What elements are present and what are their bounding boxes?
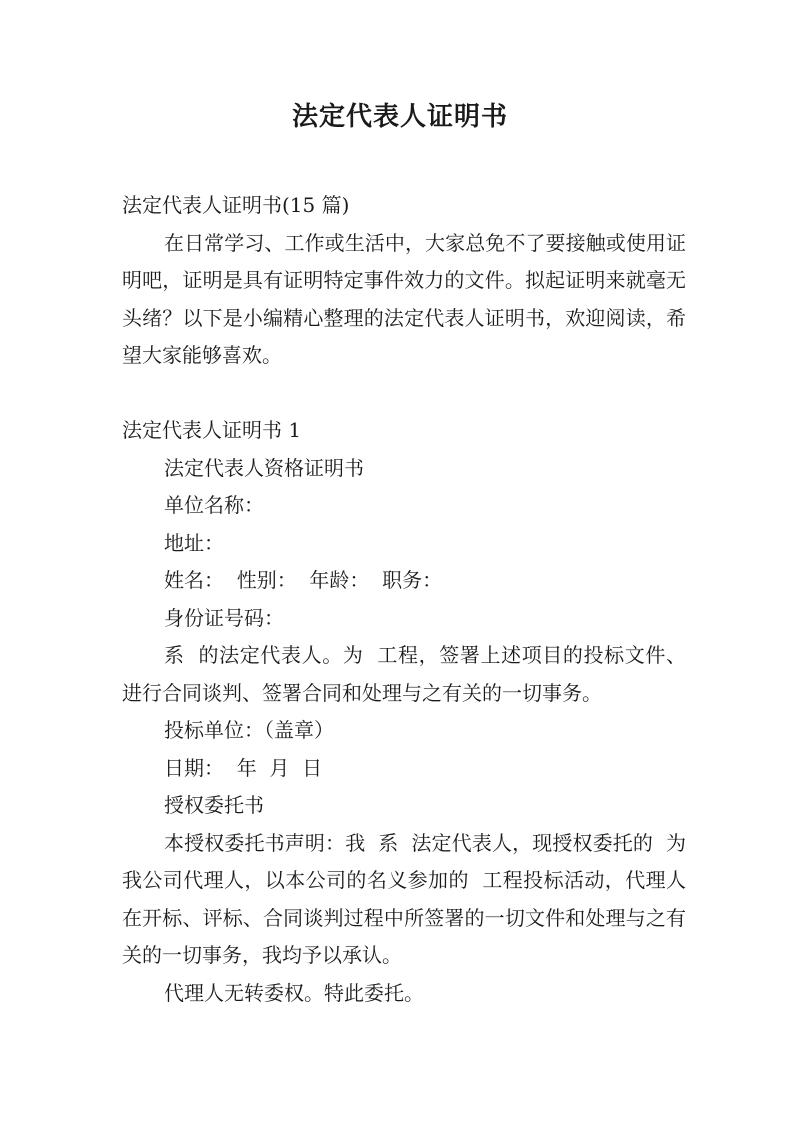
page-title: 法定代表人证明书 bbox=[291, 102, 508, 132]
date-field: 日期： 年 月 日 bbox=[164, 755, 323, 780]
section-heading: 法定代表人证明书 1 bbox=[122, 418, 302, 442]
paragraph-gap bbox=[122, 375, 686, 413]
personal-info-fields: 姓名： 性别： 年龄： 职务： bbox=[164, 568, 443, 592]
authorization-paragraph: 本授权委托书声明：我 系 法定代表人，现授权委托的 为我公司代理人，以本公司的名义参加的 工程投标活动，代理人在开标、评标、合同谈判过程中所签署的一切文件和处理与之有关的一切事务，我均予以承认。 bbox=[122, 830, 686, 967]
form-title: 法定代表人资格证明书 bbox=[164, 455, 364, 480]
unit-name-field: 单位名称： bbox=[164, 493, 264, 517]
address-field: 地址： bbox=[164, 530, 224, 555]
no-sub-delegation-line: 代理人无转委权。特此委托。 bbox=[164, 980, 424, 1005]
id-number-field: 身份证号码： bbox=[164, 605, 284, 630]
document-subtitle: 法定代表人证明书(15 篇) bbox=[122, 193, 350, 217]
document-body bbox=[122, 187, 686, 1012]
representative-statement: 系 的法定代表人。为 工程，签署上述项目的投标文件、进行合同谈判、签署合同和处理与之有关的一切事务。 bbox=[122, 643, 686, 705]
authorization-title: 授权委托书 bbox=[164, 793, 264, 817]
intro-paragraph: 在日常学习、工作或生活中，大家总免不了要接触或使用证明吧，证明是具有证明特定事件效力的文件。拟起证明来就毫无头绪？以下是小编精心整理的法定代表人证明书，欢迎阅读，希望大家能够喜欢。 bbox=[122, 230, 686, 367]
bidder-seal-field: 投标单位：（盖章） bbox=[164, 718, 334, 742]
